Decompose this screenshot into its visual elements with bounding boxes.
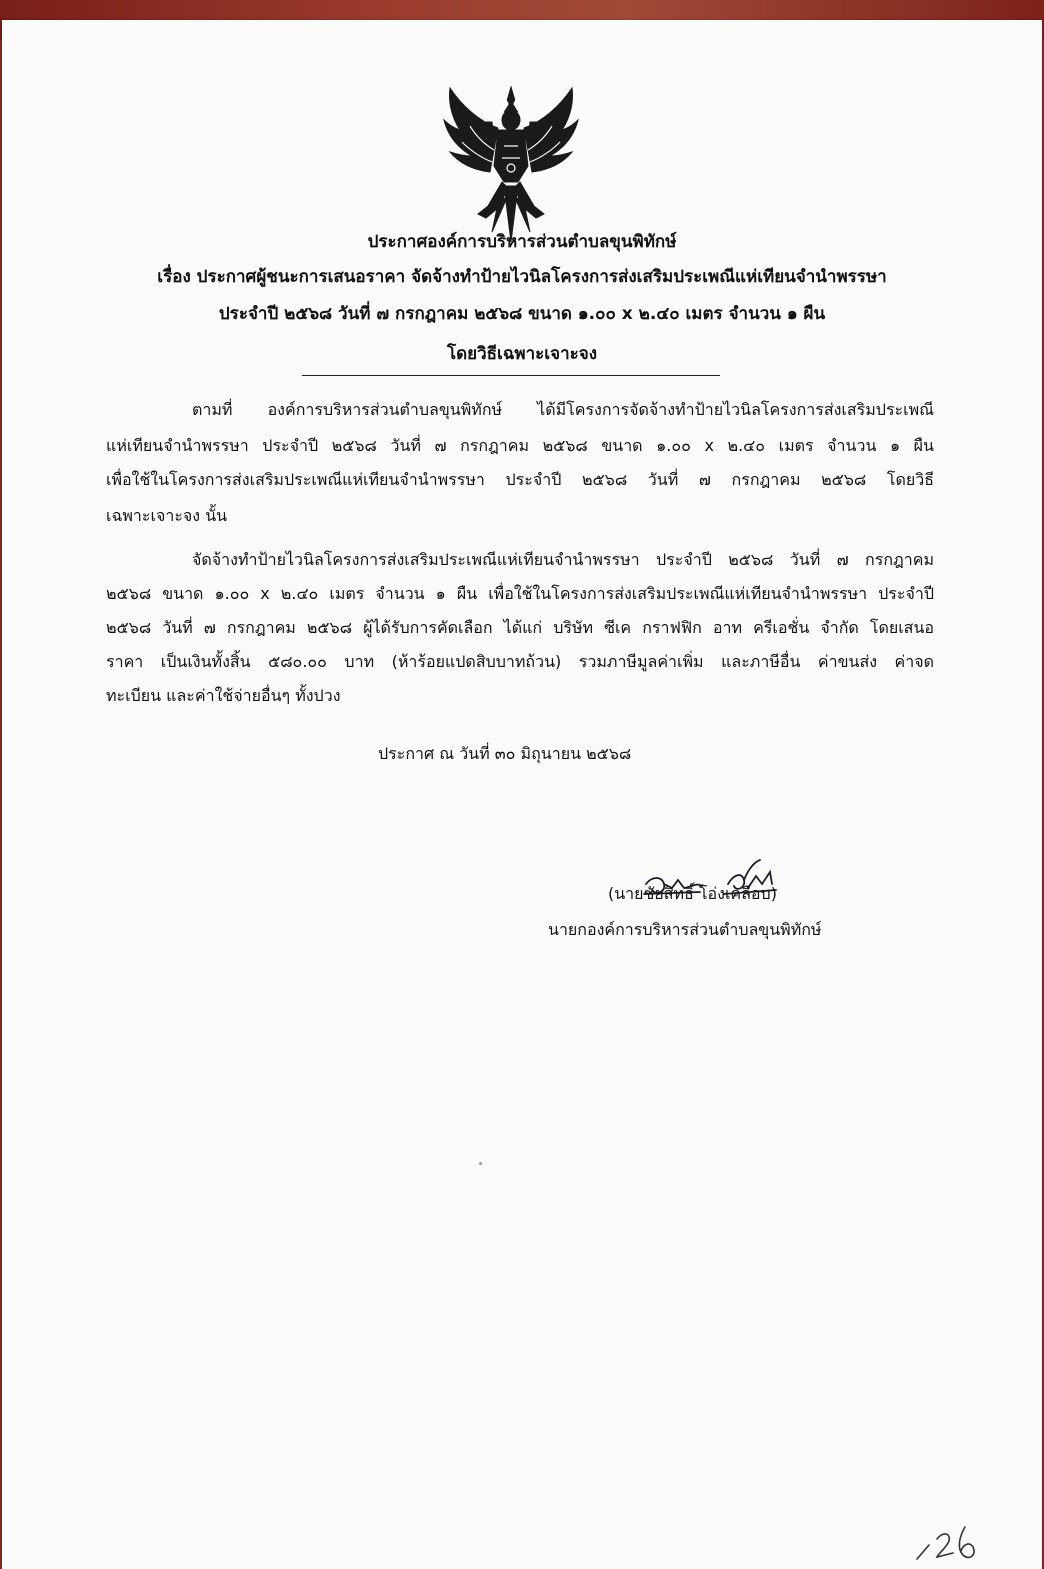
paragraph-line: ทะเบียน และค่าใช้จ่ายอื่นๆ ทั้งปวง [106, 686, 341, 705]
paragraph-line: ๒๕๖๘ ขนาด ๑.๐๐ x ๒.๔๐ เมตร จำนวน ๑ ผืน เพื่อใช้ในโครงการส่งเสริมประเพณีแห่เทียนจำนำพรรษา ประจำปี [106, 584, 934, 603]
signatory-position: นายกองค์การบริหารส่วนตำบลขุนพิทักษ์ [548, 920, 822, 939]
subject-line-detail: ประจำปี ๒๕๖๘ วันที่ ๗ กรกฎาคม ๒๕๖๘ ขนาด ๑.๐๐ x ๒.๔๐ เมตร จำนวน ๑ ผืน [218, 304, 826, 324]
announcement-date: ประกาศ ณ วันที่ ๓๐ มิถุนายน ๒๕๖๘ [378, 744, 632, 763]
announcement-title: ประกาศองค์การบริหารส่วนตำบลขุนพิทักษ์ [367, 232, 677, 252]
handwritten-page-number-icon [907, 1517, 989, 1569]
paragraph-line: จัดจ้างทำป้ายไวนิลโครงการส่งเสริมประเพณีแห่เทียนจำนำพรรษา ประจำปี ๒๕๖๘ วันที่ ๗ กรกฎาคม [192, 550, 934, 569]
paragraph-line: เฉพาะเจาะจง นั้น [106, 506, 228, 525]
paper-speck [479, 1162, 482, 1165]
subject-line: เรื่อง ประกาศผู้ชนะการเสนอราคา จัดจ้างทำป้ายไวนิลโครงการส่งเสริมประเพณีแห่เทียนจำนำพรรษา [157, 267, 887, 287]
signatory-name: (นายชัยสิทธิ์ โอ่งเคลือบ) [608, 884, 777, 903]
paragraph-line: เพื่อใช้ในโครงการส่งเสริมประเพณีแห่เทียนจำนำพรรษา ประจำปี ๒๕๖๘ วันที่ ๗ กรกฎาคม ๒๕๖๘ โดยวิธี [106, 470, 935, 489]
heading-divider [302, 375, 720, 376]
document-page [2, 20, 1042, 1569]
procurement-method: โดยวิธีเฉพาะเจาะจง [446, 344, 598, 364]
garuda-emblem-icon [440, 82, 582, 244]
paragraph-line: ราคา เป็นเงินทั้งสิ้น ๕๘๐.๐๐ บาท (ห้าร้อยแปดสิบบาทถ้วน) รวมภาษีมูลค่าเพิ่ม และภาษีอื่น ค่าขนส่ง ค่าจด [106, 652, 934, 671]
paragraph-line: ตามที่ องค์การบริหารส่วนตำบลขุนพิทักษ์ ได้มีโครงการจัดจ้างทำป้ายไวนิลโครงการส่งเสริมประเพณี [192, 400, 934, 419]
paragraph-line: แห่เทียนจำนำพรรษา ประจำปี ๒๕๖๘ วันที่ ๗ กรกฎาคม ๒๕๖๘ ขนาด ๑.๐๐ x ๒.๔๐ เมตร จำนวน ๑ ผืน [106, 436, 934, 455]
paragraph-line: ๒๕๖๘ วันที่ ๗ กรกฎาคม ๒๕๖๘ ผู้ได้รับการคัดเลือก ได้แก่ บริษัท ซีเค กราฟฟิก อาท ครีเอชั่น จำกัด โดยเสนอ [106, 618, 934, 637]
